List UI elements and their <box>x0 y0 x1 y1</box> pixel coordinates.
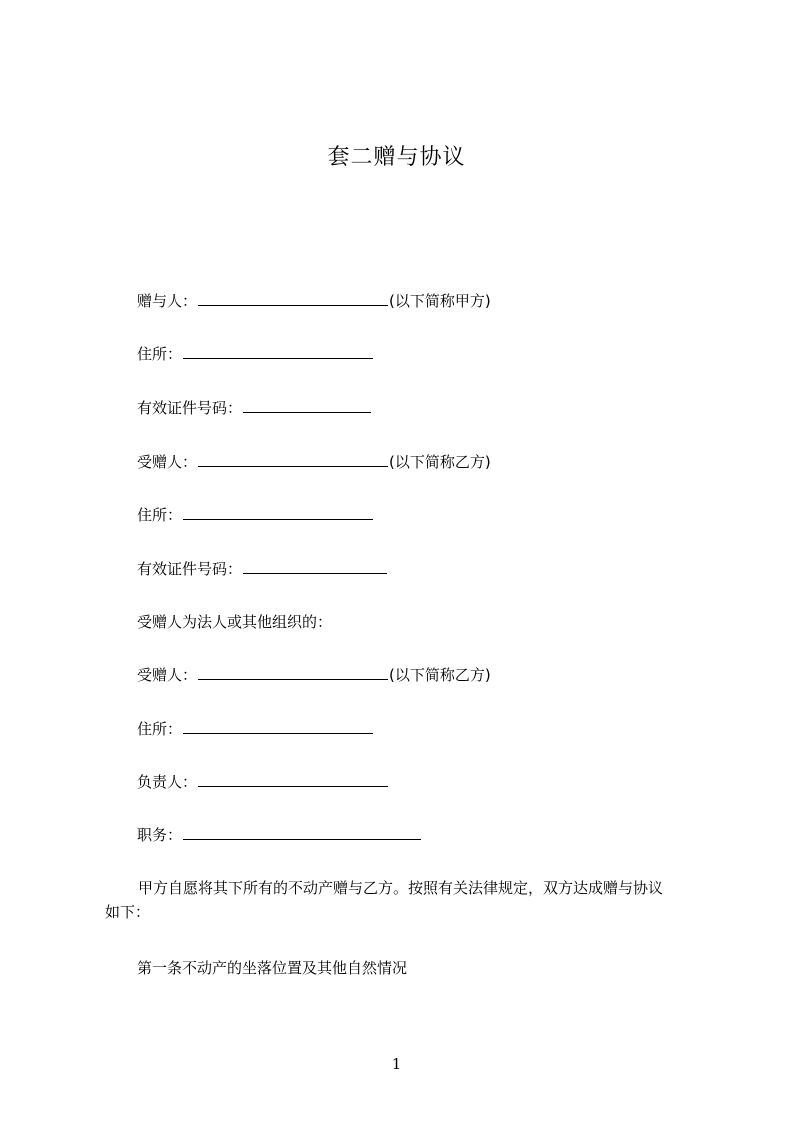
donee-id-blank[interactable] <box>243 558 387 574</box>
field-label: 有效证件号码： <box>137 560 243 578</box>
field-label: 受赠人： <box>137 453 198 471</box>
field-label: 受赠人为法人或其他组织的： <box>137 613 333 631</box>
page-number: 1 <box>391 1055 402 1073</box>
field-label: 有效证件号码： <box>137 399 243 417</box>
field-label: 住所： <box>137 345 183 363</box>
responsible-person-field <box>137 771 389 793</box>
field-label: 赠与人： <box>137 292 198 310</box>
donor-id-blank[interactable] <box>243 397 371 413</box>
field-suffix: (以下简称乙方) <box>389 453 491 471</box>
field-label: 受赠人： <box>137 666 198 684</box>
field-suffix: (以下简称乙方) <box>389 666 491 684</box>
agreement-intro-paragraph <box>105 876 705 924</box>
document-title: 套二赠与协议 <box>327 145 466 170</box>
org-donee-field <box>137 664 491 686</box>
position-blank[interactable] <box>183 824 421 840</box>
donee-address-blank[interactable] <box>183 504 373 520</box>
donee-blank[interactable] <box>198 451 388 467</box>
org-address-blank[interactable] <box>183 718 373 734</box>
responsible-person-blank[interactable] <box>198 771 388 787</box>
article-1-heading: 第一条不动产的坐落位置及其他自然情况 <box>137 959 408 977</box>
field-label: 住所： <box>137 720 183 738</box>
donor-id-field <box>137 397 372 419</box>
position-field <box>137 824 422 846</box>
donor-address-field <box>137 343 374 365</box>
donor-address-blank[interactable] <box>183 343 373 359</box>
field-label: 住所： <box>137 506 183 524</box>
field-suffix: (以下简称甲方) <box>389 292 491 310</box>
paragraph-line: 如下： <box>105 903 151 921</box>
donor-blank[interactable] <box>198 290 388 306</box>
org-donee-blank[interactable] <box>198 664 388 680</box>
field-label: 职务： <box>137 826 183 844</box>
donee-id-field <box>137 558 388 580</box>
field-label: 负责人： <box>137 773 198 791</box>
paragraph-line: 甲方自愿将其下所有的不动产赠与乙方。按照有关法律规定，双方达成赠与协议 <box>138 879 664 897</box>
donor-field <box>137 290 491 312</box>
donee-field <box>137 451 491 473</box>
org-address-field <box>137 718 374 740</box>
organization-note <box>137 611 332 633</box>
donee-address-field <box>137 504 374 526</box>
